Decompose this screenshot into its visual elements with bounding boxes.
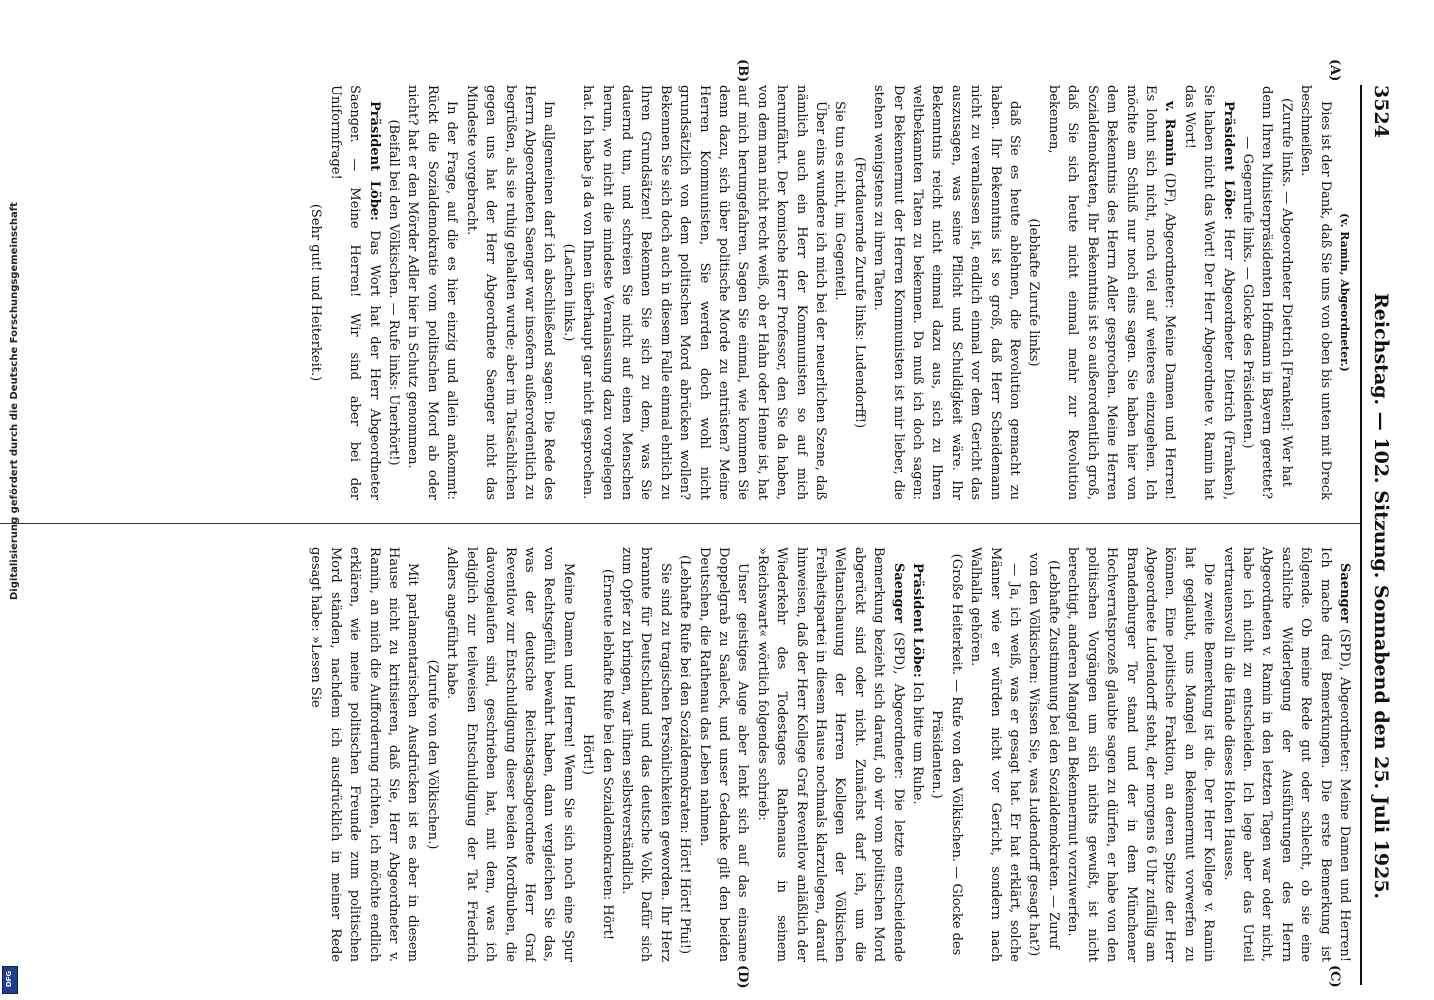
paragraph bbox=[1024, 85, 1043, 500]
paragraph bbox=[830, 85, 849, 500]
paragraph bbox=[1238, 85, 1296, 500]
margin-mark-b: (B) bbox=[735, 59, 750, 83]
page-number: 3524 bbox=[1370, 85, 1392, 138]
speech-text: (SPD), Abgeordneter: Die letzte entscheidende Bemerkung bezieht sich darauf, ob wir vom politischen Mord abgerückt sind oder nicht. Zunächst darf ich, um die Weltanschauung der Herren Kollegen der Völkischen Freiheitspartei in diesem Hause nochmals klarzulegen, darauf hinweisen, daß der Herr Kollege Graf Reventlow anläßlich der Wiederkehr des Todestages Rathenaus in seinem »Reichswart« wörtlich folgendes schrieb: bbox=[754, 547, 906, 962]
speech-text: (Beifall bei den Völkischen. — Rufe links: Unerhört!) bbox=[386, 119, 402, 466]
speech-text: (Fortdauernde Zurufe links: Ludendorff!) bbox=[851, 156, 867, 429]
left-column bbox=[14, 85, 1354, 500]
scanned-page bbox=[0, 59, 1400, 989]
paragraph bbox=[1335, 85, 1354, 500]
speech-text: Herr Abgeordneter Dietrich (Franken), Sie haben nicht das Wort! Der Herr Abgeordnete v. Ramin hat das Wort! bbox=[1181, 85, 1236, 500]
speech-text: Unser geistiges Auge aber lenkt sich auf das einsame Doppelgrab zu Saaleck, und unser Gedanke gilt den beiden Deutschen, die Rathenau das Leben nahmen. bbox=[696, 547, 751, 962]
paragraph bbox=[306, 85, 325, 500]
right-column bbox=[14, 547, 1354, 962]
paragraph bbox=[558, 85, 577, 500]
speaker-name: Saenger bbox=[1337, 563, 1352, 623]
paragraph bbox=[752, 547, 907, 962]
speech-text: (Erneute lebhafte Rufe bei den Sozialdemokraten: Hört! Hört!) bbox=[580, 568, 615, 941]
speech-text: (Lachen links.) bbox=[560, 243, 576, 342]
paragraph bbox=[578, 547, 617, 962]
speech-text: Sie sind zu tragischen Persönlichkeiten geworden. Ihr Herz brannte für Deutschland und das deutsche Volk. Dafür sich zum Opfer zu bringen, war ihnen selbstverständlich. bbox=[618, 547, 673, 962]
speech-text: In der Frage, auf die es hier einzig und allein ankommt: Rückt die Sozialdemokratie vom politischen Mord ab oder nicht? hat er den Mörder Adler hier in Schutz genommen. bbox=[405, 85, 460, 500]
speech-text: (DF), Abgeordneter: Meine Damen und Herren! Es lohnt sich nicht, noch viel auf weiteres einzugehen. Ich möchte am Schluß nur noch eins sagen. Sie haben hier von dem Bekenntnis des Herrn Adler gesprochen. Meine Herren Sozialdemokraten, Ihr Bekenntnis ist so außerordentlich groß, daß Sie sich heute nicht einmal mehr zur Revolution bekennen, bbox=[1045, 85, 1178, 500]
page-title: Reichstag. — 102. Sitzung. Sonnabend den 25. Juli 1925. bbox=[1370, 293, 1392, 900]
paragraph bbox=[325, 85, 383, 500]
speech-text: (Zurufe von den Völkischen.) bbox=[424, 659, 440, 850]
paragraph bbox=[423, 547, 442, 962]
page-header bbox=[1364, 85, 1392, 985]
speech-text: (lebhafte Zurufe links) bbox=[1026, 218, 1042, 367]
speech-text: (Zurufe links. — Abgeordneter Dietrich [Franken]: Wer hat denn Ihren Ministerpräsidenten Hoffmann in Bayern gerettet? — Gegenrufe links. — Glocke des Präsidenten.) bbox=[1239, 86, 1294, 499]
speech-text: Dies ist der Dank, daß Sie uns von oben bis unten mit Dreck beschmeißen. bbox=[1298, 85, 1333, 500]
paragraph bbox=[694, 547, 752, 962]
margin-mark-a: (A) bbox=[1327, 59, 1342, 82]
header-rule bbox=[1360, 85, 1362, 985]
paragraph bbox=[1063, 547, 1218, 962]
paragraph bbox=[384, 85, 403, 500]
paragraph bbox=[908, 547, 927, 962]
paragraph bbox=[849, 85, 868, 500]
margin-mark-c: (C) bbox=[1327, 965, 1342, 988]
dfg-logo-text: DFG bbox=[5, 970, 14, 988]
paragraph bbox=[675, 547, 694, 962]
paragraph bbox=[927, 547, 966, 962]
paragraph bbox=[617, 547, 675, 962]
paragraph bbox=[1296, 85, 1335, 500]
paragraph bbox=[1179, 85, 1237, 500]
speaker-name: (v. Ramin, Abgeordneter.) bbox=[1338, 213, 1351, 372]
speech-text: (Lebhafte Zustimmung bei den Sozialdemokraten. — Zuruf von den Völkischen: Wissen Sie, was Ludendorff gesagt hat?) bbox=[1026, 552, 1061, 957]
paragraph bbox=[306, 547, 422, 962]
speaker-name: Saenger bbox=[890, 563, 906, 623]
paragraph bbox=[403, 85, 461, 500]
column-divider bbox=[0, 523, 1360, 524]
speech-text: (Lebhafte Rufe bei den Sozialdemokraten: Hört! Hört! Pfui!) bbox=[677, 554, 693, 955]
speech-text: Im allgemeinen darf ich abschließend sagen: Die Rede des Herrn Abgeordneten Saenger war insofern außerordentlich zu begrüßen, als sie ruhig gehalten wurde; aber im Tatsächlichen gegen uns hat der Herr Abgeordnete Saenger nicht das Mindeste vorgebracht. bbox=[463, 85, 557, 500]
speech-text: Ich bitte um Ruhe. bbox=[910, 681, 926, 805]
speech-text: Über eins wundere ich mich bei der neuerlichen Szene, daß nämlich auch ein Herr der Kommunisten so auf mich herumfährt. Der komische Herr Professor, den Sie da haben, von dem man nicht recht weiß, ob er Hahn oder Henne ist, hat auf mich herumgefahren. Sagen Sie einmal, wie kommen Sie denn dazu, sich über politische Morde zu entrüsten? Meine Herren Kommunisten, Sie werden doch wohl nicht grundsätzlich von dem politischen Mord abrücken wollen? Bekennen Sie sich doch auch in diesem Falle einmal ehrlich zu Ihren Grundsätzen! Bekennen Sie sich zu dem, was Sie dauernd tun, und schreien Sie nicht auf einen Menschen herum, wo nicht die mindeste Veranlassung dazu vorgelegen hat. Ich habe ja da von Ihnen überhaupt gar nicht gesprochen. bbox=[580, 85, 829, 500]
speech-text: Sie tun es nicht, im Gegenteil. bbox=[832, 101, 848, 301]
paragraph bbox=[869, 85, 1024, 500]
speaker-name: Präsident Löbe: bbox=[910, 563, 926, 678]
footer-strip bbox=[0, 0, 18, 1000]
speech-text: Das Wort hat der Herr Abgeordneter Saenger. — Meine Herren! Wir sind aber bei der Uniformfrage! bbox=[327, 85, 382, 500]
paragraph bbox=[1218, 547, 1354, 962]
speech-text: Die zweite Bemerkung ist die. Der Herr Kollege v. Ramin hat geglaubt, uns Mangel an Bekennermut vorwerfen zu können. Eine politische Fraktion, an deren Spitze der Herr Abgeordnete Ludendorff steht, der morgens 6 Uhr zufällig am Brandenburger Tor stand und der in dem Münchener Hochverratsprozeß glaubte sagen zu dürfen, er habe von den politischen Vorgängen um sich nichts gewußt, ist nicht berechtigt, anderen Mangel an Bekennermut vorzuwerfen. bbox=[1065, 547, 1217, 962]
speaker-name: Präsident Löbe: bbox=[366, 101, 382, 221]
paragraph bbox=[1024, 547, 1063, 962]
speaker-name: Präsident Löbe: bbox=[1220, 101, 1236, 221]
footer-credit: Digitalisierung gefördert durch die Deutsche Forschungsgemeinschaft bbox=[9, 202, 20, 600]
paragraph bbox=[966, 547, 1024, 962]
speech-text: daß Sie es heute ablehnen, die Revolution gemacht zu haben. Ihr Bekenntnis ist so groß, daß Herr Scheidemann nicht zu veranlassen ist, endlich einmal vor dem Gericht das auszusagen, was seine Pflicht und Schuldigkeit wäre. Ihr Bekenntnis reicht nicht einmal dazu aus, sich zu Ihren weltbekannten Taten zu bekennen. Da muß ich doch sagen: Der Bekennermut der Herren Kommunisten ist mir lieber, die stehen wenigstens zu ihren Taten. bbox=[871, 85, 1023, 500]
paragraph bbox=[461, 85, 558, 500]
speech-text: (SPD), Abgeordneter: Meine Damen und Herren! Ich mache drei Bemerkungen. Die erste Bemerkung ist folgende. Ob meine Rede gut oder schlecht, ob sie eine sachliche Widerlegung der Ausführungen des Herrn Abgeordneten v. Ramin in den letzten Tagen war oder nicht, habe ich nicht zu entscheiden. Ich lege aber das Urteil vertrauensvoll in die Hände dieses Hohen Hauses. bbox=[1220, 547, 1352, 962]
speech-text: — Ja, ich weiß, was er gesagt hat. Er hat erklärt, solche Männer wie er würden nicht vor Gericht, sondern nach Walhalla gehören. bbox=[968, 547, 1023, 962]
paragraph bbox=[442, 547, 578, 962]
paragraph bbox=[1044, 85, 1180, 500]
speech-text: Mit parlamentarischen Ausdrücken ist es aber in diesem Hause nicht zu kritisieren, daß Sie, Herr Abgeordneter v. Ramin, an mich die Aufforderung richten, ich möchte endlich erklären, wie meine politischen Freunde zum politischen Mord ständen, nachdem ich ausdrücklich in meiner Rede gesagt habe: »Lesen Sie bbox=[308, 547, 421, 962]
margin-mark-d: (D) bbox=[735, 965, 750, 989]
speaker-name: v. Ramin bbox=[1162, 101, 1178, 167]
speech-text: (Große Heiterkeit. — Rufe von den Völkischen. — Glocke des Präsidenten.) bbox=[929, 553, 964, 956]
speech-text: Meine Damen und Herren! Wenn Sie sich noch eine Spur von Rechtsgefühl bewahrt haben, dann vergleichen Sie das, was der deutsche Reichstagsabgeordnete Herr Graf Reventlow zur Entschuldigung dieser beiden Mordbuben, die davongelaufen sind, geschrieben hat, mit dem, was ich lediglich zur teilweisen Entschuldigung der Tat Friedrich Adlers angeführt habe. bbox=[444, 547, 576, 962]
speech-text: (Sehr gut! und Heiterkeit.) bbox=[308, 203, 324, 382]
dfg-logo bbox=[2, 966, 18, 994]
paragraph bbox=[578, 85, 830, 500]
